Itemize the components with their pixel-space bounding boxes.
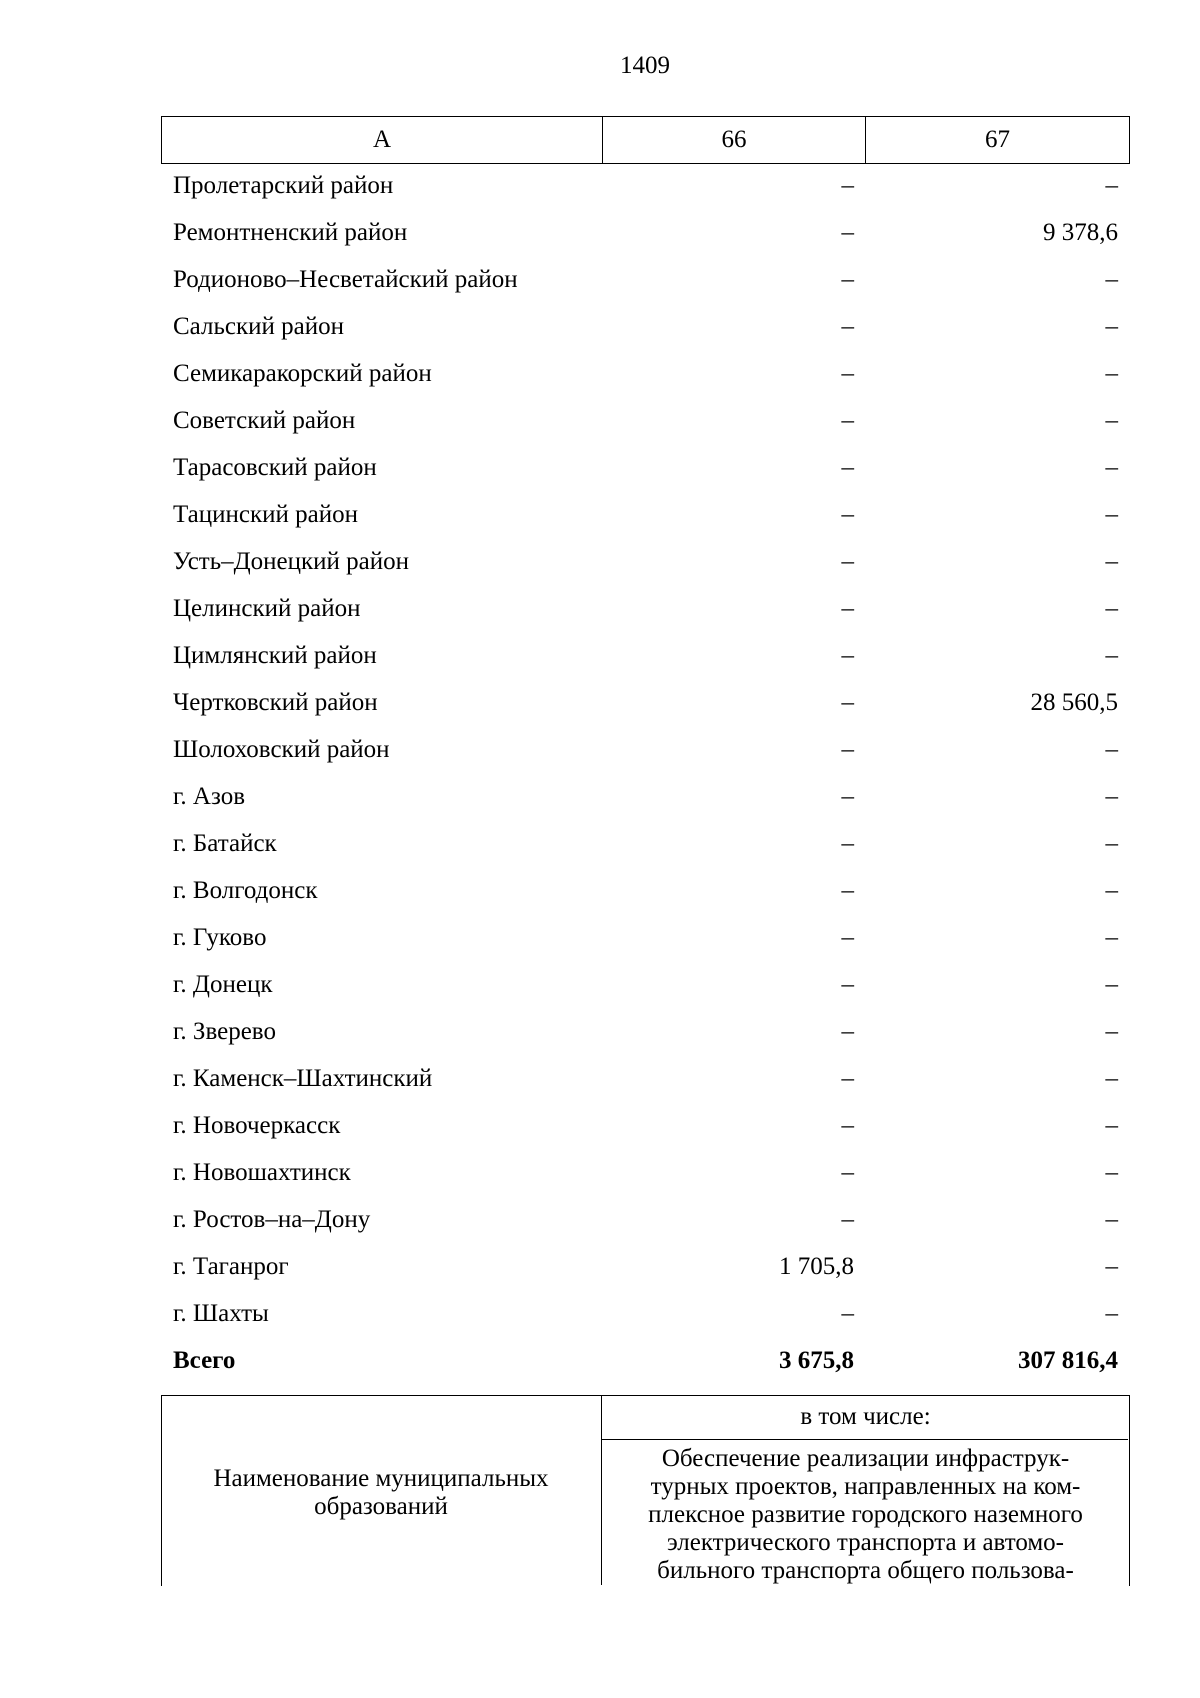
row-value-67: – <box>1105 1300 1118 1327</box>
table-row <box>161 446 1129 493</box>
table-row <box>161 1151 1129 1198</box>
row-name: г. Каменск–Шахтинский <box>173 1065 433 1092</box>
row-name: г. Шахты <box>173 1300 269 1327</box>
column-header-67: 67 <box>866 117 1130 164</box>
row-value-67: – <box>1105 924 1118 951</box>
row-value-67: – <box>1105 595 1118 622</box>
table-row <box>161 869 1129 916</box>
row-value-66: – <box>841 595 854 622</box>
total-value-66: 3 675,8 <box>779 1347 854 1374</box>
row-name: Чертковский район <box>173 689 378 716</box>
program-description <box>602 1445 1129 1585</box>
row-value-66: – <box>841 548 854 575</box>
row-value-67: – <box>1105 736 1118 763</box>
table-row <box>161 399 1129 446</box>
row-name: г. Новошахтинск <box>173 1159 351 1186</box>
description-line: плексное развитие городского наземного <box>648 1501 1083 1528</box>
table-row <box>161 258 1129 305</box>
row-value-66: – <box>841 1018 854 1045</box>
row-value-67: – <box>1105 1206 1118 1233</box>
row-value-67: – <box>1105 360 1118 387</box>
row-name: Цимлянский район <box>173 642 377 669</box>
row-value-67: – <box>1105 172 1118 199</box>
row-value-67: – <box>1105 1018 1118 1045</box>
row-value-66: – <box>841 1112 854 1139</box>
row-name: Тарасовский район <box>173 454 377 481</box>
row-name: Советский район <box>173 407 356 434</box>
table-row <box>161 305 1129 352</box>
row-value-66: – <box>841 783 854 810</box>
row-value-66: – <box>841 736 854 763</box>
row-value-67: 9 378,6 <box>1043 219 1118 246</box>
row-value-66: – <box>841 642 854 669</box>
row-value-66: – <box>841 501 854 528</box>
row-value-67: – <box>1105 1065 1118 1092</box>
including-label: в том числе: <box>800 1403 931 1430</box>
table-row <box>161 587 1129 634</box>
row-value-66: – <box>841 924 854 951</box>
table-row <box>161 211 1129 258</box>
row-value-66: – <box>841 689 854 716</box>
table-row <box>161 634 1129 681</box>
table-row <box>161 1198 1129 1245</box>
row-name: Ремонтненский район <box>173 219 408 246</box>
header-row-divider <box>601 1439 1128 1440</box>
row-name: Шолоховский район <box>173 736 390 763</box>
table-row <box>161 963 1129 1010</box>
row-value-66: – <box>841 407 854 434</box>
row-value-67: – <box>1105 501 1118 528</box>
row-name: г. Гуково <box>173 924 267 951</box>
row-name: г. Волгодонск <box>173 877 318 904</box>
table-row <box>161 728 1129 775</box>
table-row <box>161 540 1129 587</box>
row-value-67: – <box>1105 783 1118 810</box>
row-name: Усть–Донецкий район <box>173 548 410 575</box>
row-value-67: – <box>1105 454 1118 481</box>
row-value-67: – <box>1105 1159 1118 1186</box>
row-value-67: – <box>1105 830 1118 857</box>
row-value-66: – <box>841 172 854 199</box>
table-row <box>161 352 1129 399</box>
table-row <box>161 822 1129 869</box>
row-value-67: – <box>1105 313 1118 340</box>
municipality-header <box>161 1465 601 1521</box>
row-name: г. Зверево <box>173 1018 276 1045</box>
description-line: бильного транспорта общего пользова- <box>657 1557 1074 1584</box>
row-value-66: – <box>841 266 854 293</box>
page-number: 1409 <box>620 52 670 79</box>
table-row <box>161 1104 1129 1151</box>
description-line: Обеспечение реализации инфраструк- <box>661 1445 1070 1472</box>
row-value-67: – <box>1105 642 1118 669</box>
column-header-row <box>162 117 1130 164</box>
row-value-67: – <box>1105 548 1118 575</box>
row-name: г. Новочеркасск <box>173 1112 341 1139</box>
table-row <box>161 916 1129 963</box>
row-value-66: – <box>841 971 854 998</box>
row-name: Пролетарский район <box>173 172 394 199</box>
row-value-67: – <box>1105 971 1118 998</box>
total-label: Всего <box>173 1347 236 1374</box>
next-table-header <box>161 1395 1129 1585</box>
row-name: г. Азов <box>173 783 246 810</box>
table-row <box>161 1010 1129 1057</box>
row-value-66: – <box>841 313 854 340</box>
row-value-67: – <box>1105 266 1118 293</box>
table-row <box>161 1245 1129 1292</box>
row-name: Семикаракорский район <box>173 360 432 387</box>
total-row <box>161 1339 1129 1386</box>
column-header-table <box>161 116 1130 164</box>
row-value-66: – <box>841 1300 854 1327</box>
row-value-67: – <box>1105 407 1118 434</box>
row-name: Сальский район <box>173 313 344 340</box>
row-name: г. Донецк <box>173 971 273 998</box>
column-header-66: 66 <box>603 117 866 164</box>
row-value-66: – <box>841 454 854 481</box>
row-value-66: – <box>841 1065 854 1092</box>
table-row <box>161 164 1129 211</box>
row-value-67: – <box>1105 1253 1118 1280</box>
row-value-66: – <box>841 1206 854 1233</box>
row-value-67: 28 560,5 <box>1030 689 1118 716</box>
table-row <box>161 1057 1129 1104</box>
table-row <box>161 493 1129 540</box>
row-value-66: – <box>841 877 854 904</box>
row-name: г. Батайск <box>173 830 277 857</box>
data-rows <box>161 164 1129 1386</box>
row-value-66: – <box>841 1159 854 1186</box>
table-row <box>161 775 1129 822</box>
row-value-67: – <box>1105 1112 1118 1139</box>
total-value-67: 307 816,4 <box>1018 1347 1118 1374</box>
row-value-66: – <box>841 360 854 387</box>
row-name: г. Таганрог <box>173 1253 289 1280</box>
description-line: электрического транспорта и автомо- <box>666 1529 1065 1556</box>
municipality-header-line2: образований <box>314 1493 448 1520</box>
row-value-66: – <box>841 830 854 857</box>
row-name: г. Ростов–на–Дону <box>173 1206 371 1233</box>
row-value-66: – <box>841 219 854 246</box>
row-name: Тацинский район <box>173 501 358 528</box>
row-name: Целинский район <box>173 595 361 622</box>
column-header-a: А <box>162 117 603 164</box>
table-row <box>161 1292 1129 1339</box>
description-line: турных проектов, направленных на ком- <box>650 1473 1081 1500</box>
municipality-header-line1: Наименование муниципальных <box>213 1465 549 1492</box>
row-value-67: – <box>1105 877 1118 904</box>
row-value-66: 1 705,8 <box>779 1253 854 1280</box>
table-row <box>161 681 1129 728</box>
row-name: Родионово–Несветайский район <box>173 266 518 293</box>
